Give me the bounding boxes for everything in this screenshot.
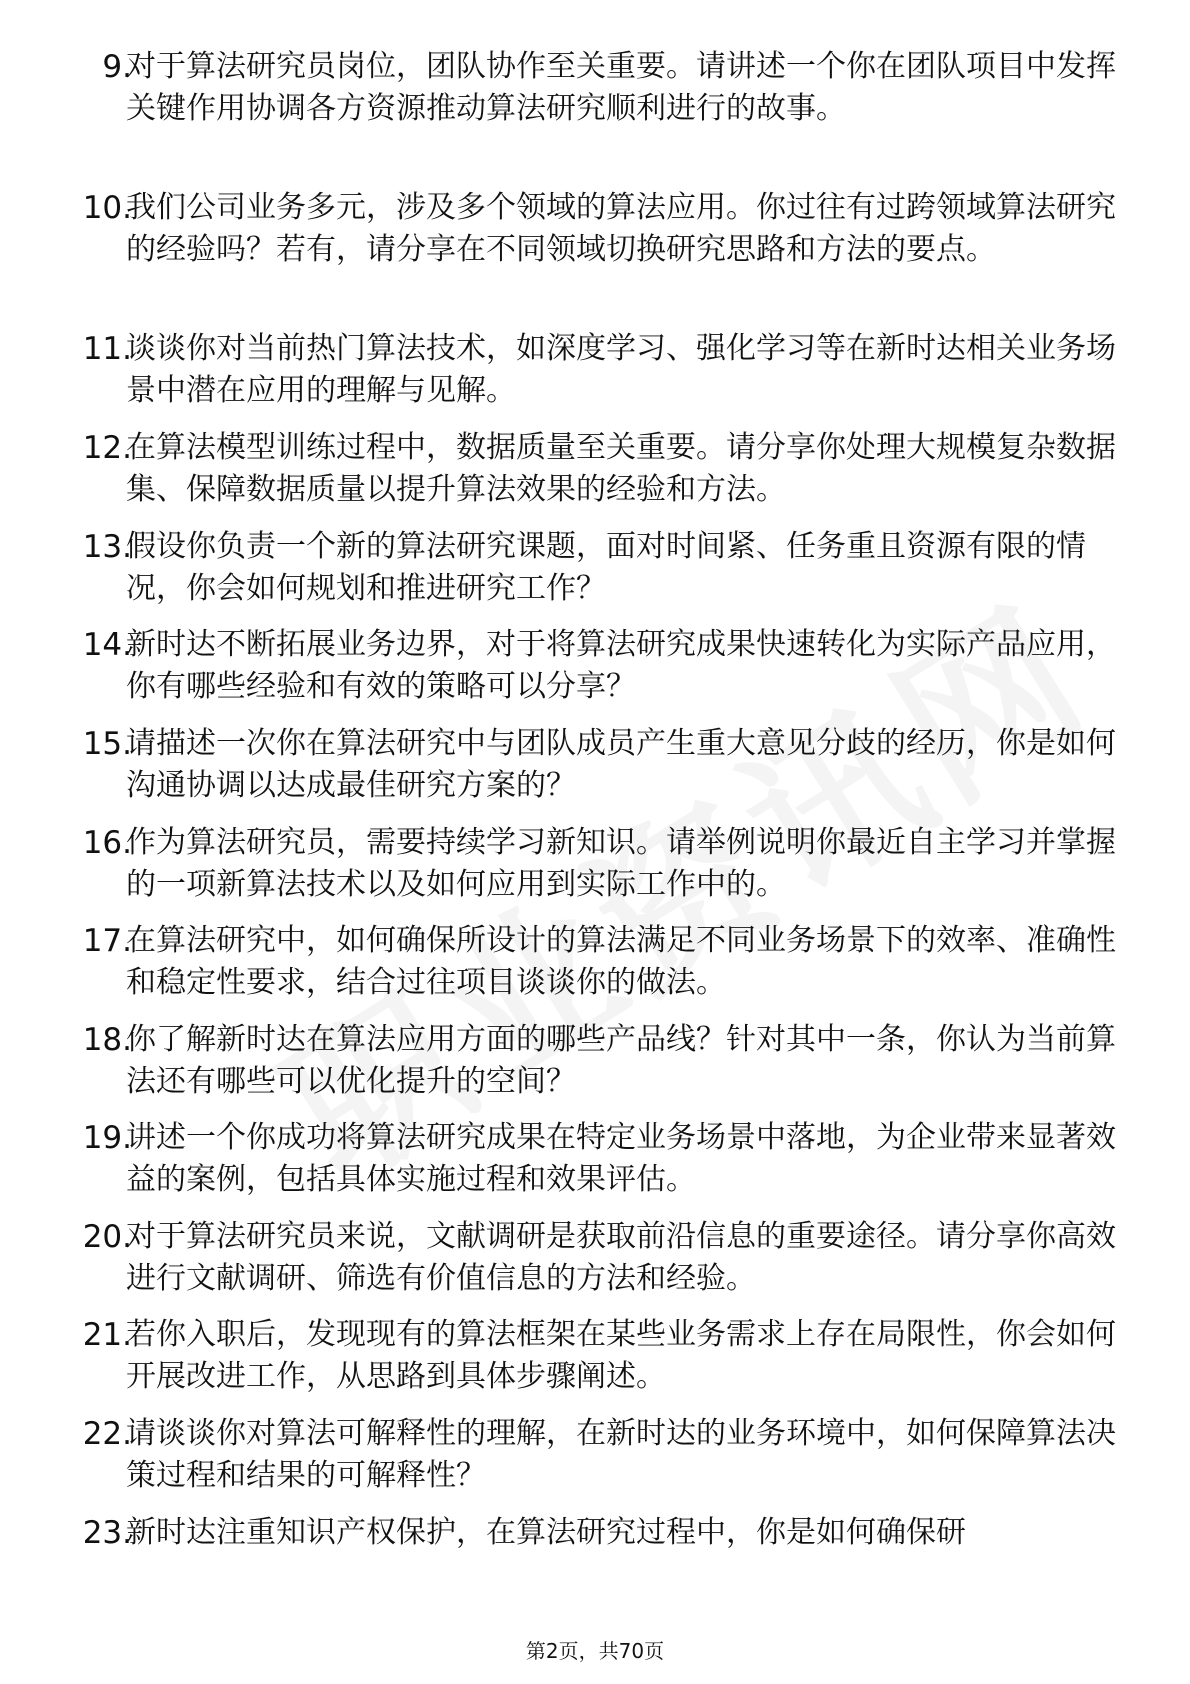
question-text: 对于算法研究员岗位，团队协作至关重要。请讲述一个你在团队项目中发挥关键作用协调各方资源推动算法研究顺利进行的故事。 — [126, 49, 1116, 126]
question-number: 9. — [102, 49, 132, 85]
question-text: 新时达不断拓展业务边界，对于将算法研究成果快速转化为实际产品应用，你有哪些经验和有效的策略可以分享？ — [126, 627, 1116, 704]
question-text: 对于算法研究员来说，文献调研是获取前沿信息的重要途径。请分享你高效进行文献调研、筛选有价值信息的方法和经验。 — [126, 1219, 1116, 1296]
question-number: 17. — [82, 923, 132, 959]
question-text: 假设你负责一个新的算法研究课题，面对时间紧、任务重且资源有限的情况，你会如何规划和推进研究工作？ — [126, 529, 1086, 606]
question-text: 作为算法研究员，需要持续学习新知识。请举例说明你最近自主学习并掌握的一项新算法技术以及如何应用到实际工作中的。 — [126, 825, 1116, 902]
question-text: 讲述一个你成功将算法研究成果在特定业务场景中落地，为企业带来显著效益的案例，包括具体实施过程和效果评估。 — [126, 1120, 1116, 1197]
page-footer: 第2页，共70页 — [525, 1639, 665, 1663]
question-text: 你了解新时达在算法应用方面的哪些产品线？针对其中一条，你认为当前算法还有哪些可以优化提升的空间？ — [126, 1022, 1116, 1099]
question-number: 13. — [82, 529, 132, 565]
question-number: 18. — [82, 1022, 132, 1058]
question-text: 新时达注重知识产权保护，在算法研究过程中，你是如何确保研 — [126, 1515, 966, 1550]
question-text: 我们公司业务多元，涉及多个领域的算法应用。你过往有过跨领域算法研究的经验吗？若有，请分享在不同领域切换研究思路和方法的要点。 — [126, 190, 1116, 267]
question-number: 11. — [82, 331, 132, 367]
question-number: 22. — [82, 1416, 132, 1452]
question-text: 在算法模型训练过程中，数据质量至关重要。请分享你处理大规模复杂数据集、保障数据质量以提升算法效果的经验和方法。 — [126, 430, 1116, 507]
question-number: 19. — [82, 1120, 132, 1156]
question-text: 在算法研究中，如何确保所设计的算法满足不同业务场景下的效率、准确性和稳定性要求，结合过往项目谈谈你的做法。 — [126, 923, 1116, 1000]
question-number: 15. — [82, 726, 132, 762]
question-number: 16. — [82, 825, 132, 861]
question-text: 若你入职后，发现现有的算法框架在某些业务需求上存在局限性，你会如何开展改进工作，从思路到具体步骤阐述。 — [126, 1317, 1116, 1394]
question-number: 20. — [82, 1219, 132, 1255]
question-text: 谈谈你对当前热门算法技术，如深度学习、强化学习等在新时达相关业务场景中潜在应用的理解与见解。 — [126, 331, 1116, 408]
question-number: 14. — [82, 627, 132, 663]
question-text: 请描述一次你在算法研究中与团队成员产生重大意见分歧的经历，你是如何沟通协调以达成最佳研究方案的？ — [126, 726, 1116, 803]
question-number: 21. — [82, 1317, 132, 1353]
question-number: 23. — [82, 1515, 132, 1551]
question-number: 12. — [82, 430, 132, 466]
question-text: 请谈谈你对算法可解释性的理解，在新时达的业务环境中，如何保障算法决策过程和结果的可解释性？ — [126, 1416, 1116, 1493]
question-number: 10. — [82, 190, 132, 226]
